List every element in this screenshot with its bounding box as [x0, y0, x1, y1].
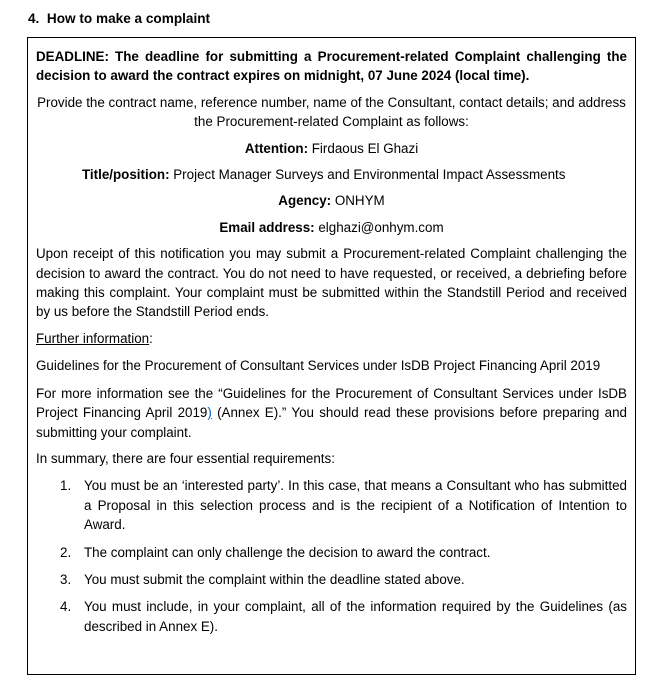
email-line	[36, 218, 627, 237]
guidelines-title: Guidelines for the Procurement of Consultant Services under IsDB Project Financing April 2019	[36, 358, 601, 374]
agency-line	[36, 191, 627, 210]
list-item-text: You must include, in your complaint, all of the information required by the Guidelines (as described in Annex E).	[84, 599, 627, 634]
list-item-text: You must submit the complaint within the deadline stated above.	[84, 571, 465, 587]
attention-line	[36, 139, 627, 158]
section-title: How to make a complaint	[46, 11, 211, 26]
list-item-text: You must be an ‘interested party’. In this case, that means a Consultant who has submitted a Proposal in this selection process and is the recipient of a Notification of Intention to Award.	[84, 478, 627, 533]
complaint-box	[27, 37, 636, 675]
deadline-statement: DEADLINE: The deadline for submitting a Procurement-related Complaint challenging the decision to award the contract expires on midnight, 07 June 2024 (local time).	[36, 49, 627, 84]
section-number: 4.	[28, 11, 40, 26]
list-item	[36, 597, 627, 636]
further-information-colon: :	[149, 330, 153, 346]
agency-label: Agency:	[278, 193, 332, 209]
list-item-number: 2.	[60, 544, 72, 560]
attention-value: Firdaous El Ghazi	[308, 140, 419, 156]
email-label: Email address:	[219, 219, 315, 235]
list-item	[36, 543, 627, 562]
further-information-heading	[36, 329, 627, 348]
attention-label: Attention:	[244, 140, 309, 156]
more-info-text-end: (Annex E).” You should read these provisions before preparing and submitting your complaint.	[36, 405, 627, 440]
requirements-list	[36, 476, 627, 636]
list-item-number: 4.	[60, 599, 72, 615]
more-information-paragraph	[36, 384, 627, 442]
email-value: elghazi@onhym.com	[314, 219, 444, 235]
receipt-paragraph: Upon receipt of this notification you may submit a Procurement-related Complaint challenging the decision to award the contract. You do not need to have requested, or received, a debriefing before making this complaint. Your complaint must be submitted within the Standstill Period and received by us before the Standstill Period ends.	[36, 246, 627, 320]
list-item-number: 1.	[60, 478, 72, 494]
list-item	[36, 476, 627, 534]
title-position-value: Project Manager Surveys and Environmental Impact Assessments	[169, 167, 566, 183]
list-item	[36, 570, 627, 589]
further-information-label: Further information	[36, 330, 150, 346]
provide-instructions: Provide the contract name, reference number, name of the Consultant, contact details; and address the Procurement-related Complaint as follows:	[37, 94, 626, 130]
title-position-line	[36, 165, 627, 184]
section-heading	[28, 9, 210, 28]
more-info-text: For more information see the “Guidelines for the Procurement of Consultant Services under IsDB Project Financing April 2019	[36, 385, 627, 421]
guidelines-link[interactable]: )	[207, 405, 212, 421]
title-position-label: Title/position:	[82, 167, 170, 183]
list-item-text: The complaint can only challenge the decision to award the contract.	[84, 544, 491, 560]
agency-value: ONHYM	[331, 193, 385, 209]
summary-intro: In summary, there are four essential requirements:	[36, 450, 335, 466]
list-item-number: 3.	[60, 571, 72, 587]
